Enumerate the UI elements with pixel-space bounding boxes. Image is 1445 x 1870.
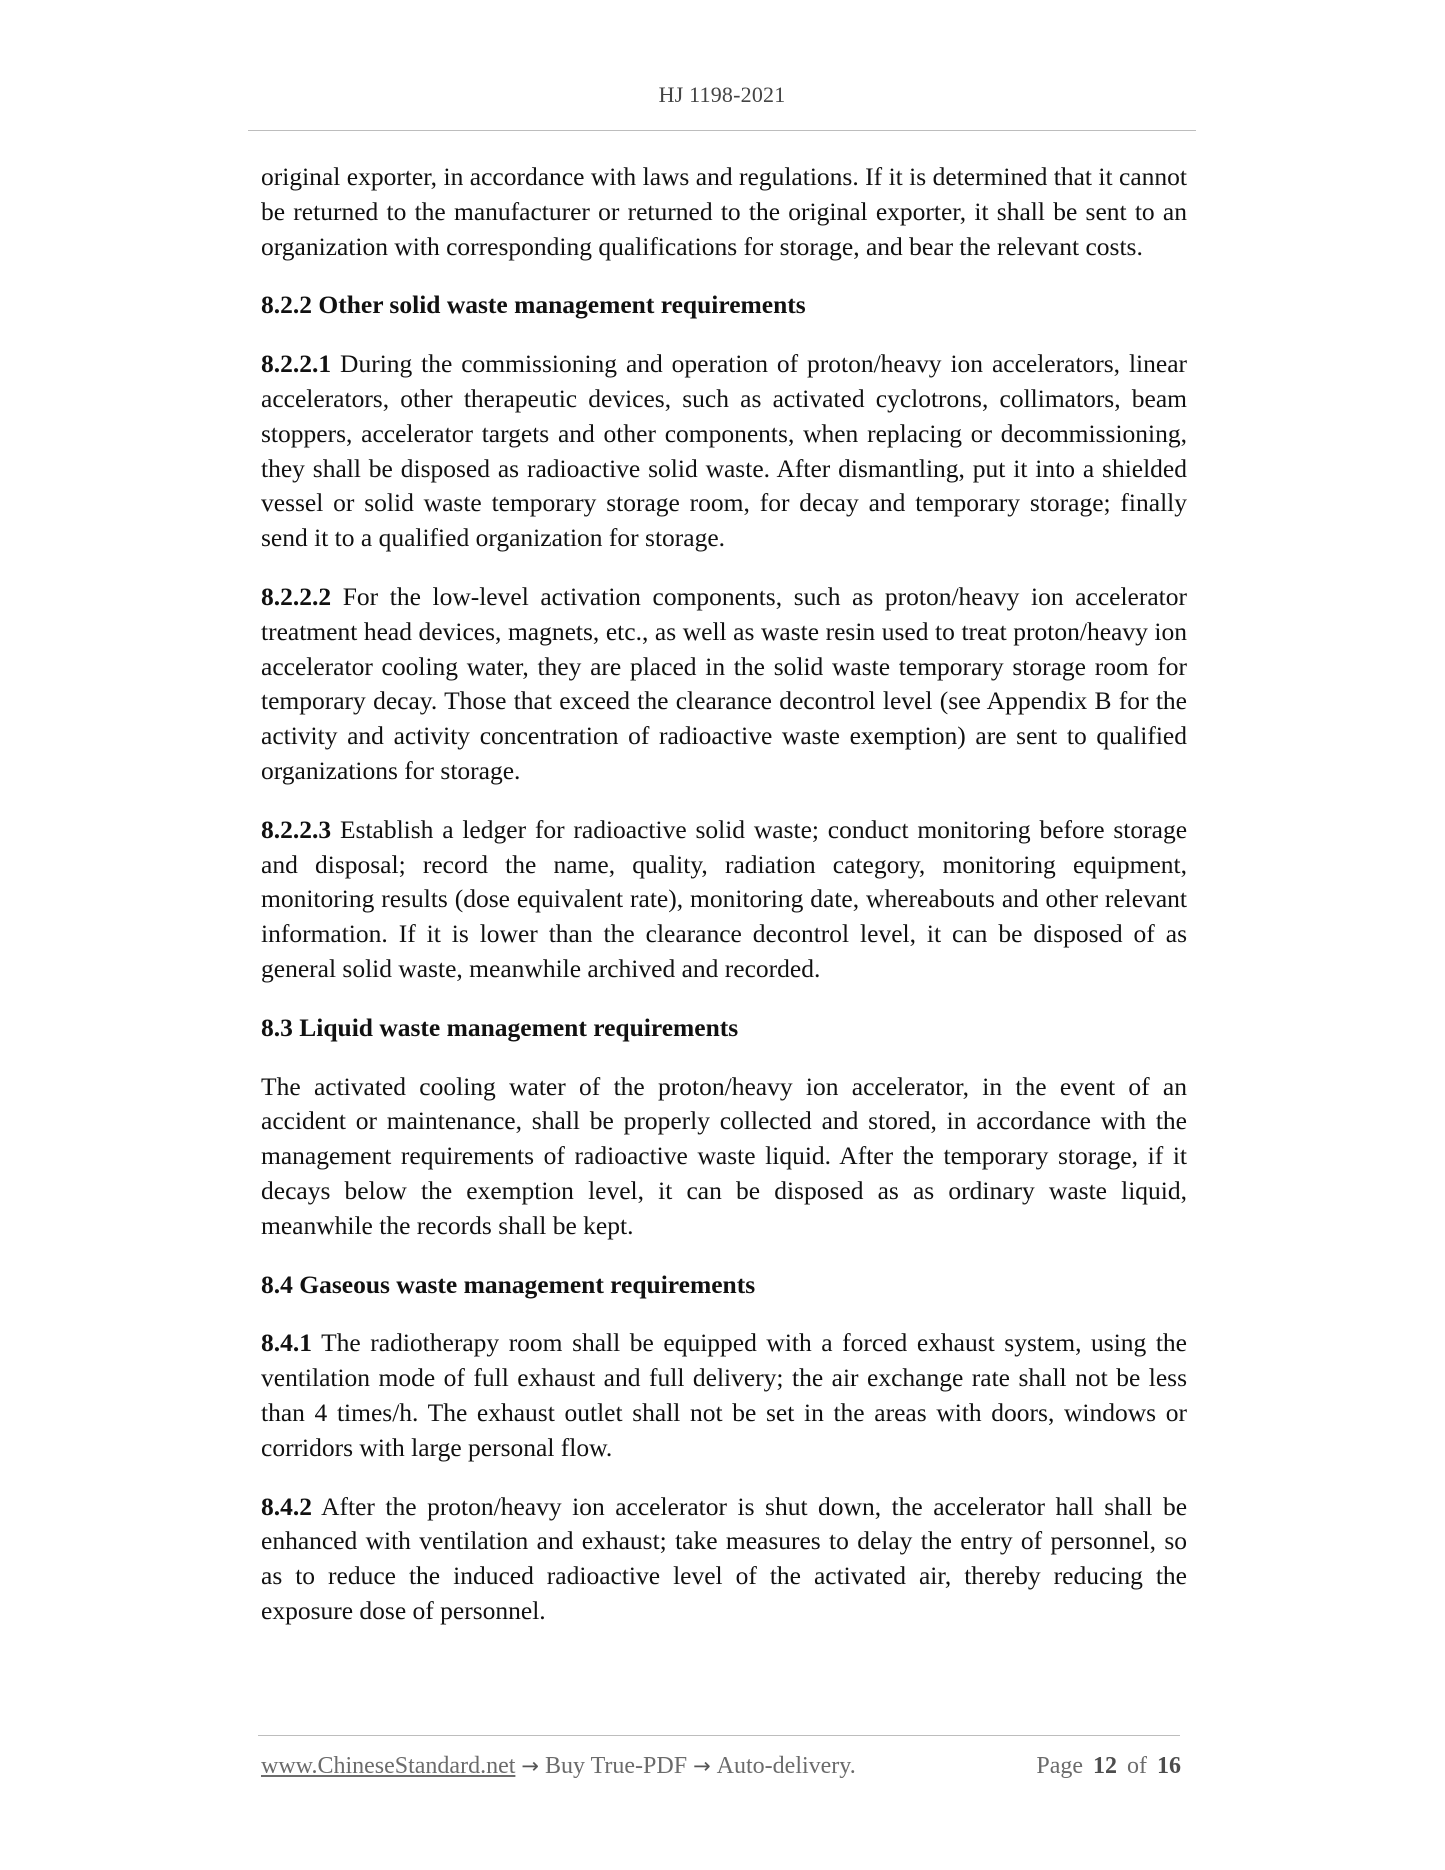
paragraph-8-4-2 — [261, 1490, 1187, 1629]
paragraph-8-2-2-2 — [261, 580, 1187, 789]
clause-text: For the low-level activation components, such as proton/heavy ion accelerator treatment head devices, magnets, etc., as well as waste resin used to treat proton/heavy ion accelerator cooling water, they are placed in the solid waste temporary storage room for temporary decay. Those that exceed the clearance decontrol level (see Appendix B for the activity and activity concentration of radioactive waste exemption) are sent to qualified organizations for storage. — [261, 581, 1187, 785]
paragraph-8-2-2-3 — [261, 813, 1187, 987]
footer-divider — [258, 1735, 1180, 1736]
page-footer — [261, 1753, 1181, 1787]
page-header — [248, 82, 1196, 108]
document-id: HJ 1198-2021 — [658, 82, 786, 107]
header-divider — [248, 130, 1196, 131]
of-label: of — [1127, 1753, 1147, 1779]
section-heading-8-2-2: 8.2.2 Other solid waste management requirements — [261, 290, 806, 320]
website-link[interactable]: www.ChineseStandard.net — [261, 1753, 516, 1779]
clause-text: The radiotherapy room shall be equipped with a forced exhaust system, using the ventilation mode of full exhaust and full delivery; the air exchange rate shall not be less than 4 times/h. The exhaust outlet shall not be set in the areas with doors, windows or corridors with large personal flow. — [261, 1328, 1187, 1462]
clause-number: 8.2.2.3 — [261, 814, 332, 844]
document-body — [261, 160, 1187, 1653]
current-page-number: 12 — [1093, 1753, 1117, 1779]
paragraph-8-3: The activated cooling water of the proton/heavy ion accelerator, in the event of an accident or maintenance, shall be properly collected and stored, in accordance with the management requirements of radioactive waste liquid. After the temporary storage, if it decays below the exemption level, it can be disposed as as ordinary waste liquid, meanwhile the records shall be kept. — [261, 1071, 1187, 1240]
auto-delivery-text: Auto-delivery. — [716, 1753, 856, 1779]
footer-promo — [261, 1753, 856, 1780]
clause-text: Establish a ledger for radioactive solid waste; conduct monitoring before storage and disposal; record the name, quality, radiation category, monitoring equipment, monitoring results (dose equivalent rate), monitoring date, whereabouts and other relevant information. If it is lower than the clearance decontrol level, it can be disposed of as general solid waste, meanwhile archived and recorded. — [261, 814, 1188, 983]
right-arrow-icon: → — [521, 1754, 539, 1778]
clause-number: 8.2.2.2 — [261, 581, 332, 611]
section-heading-8-3: 8.3 Liquid waste management requirements — [261, 1012, 739, 1042]
paragraph-8-2-2-1 — [261, 347, 1187, 556]
clause-number: 8.2.2.1 — [261, 349, 332, 379]
clause-number: 8.4.2 — [261, 1491, 312, 1521]
section-heading-8-4: 8.4 Gaseous waste management requirements — [261, 1269, 756, 1299]
page-counter — [1036, 1753, 1181, 1780]
buy-pdf-text: Buy True-PDF — [545, 1753, 688, 1779]
right-arrow-icon: → — [693, 1754, 711, 1778]
page-label: Page — [1036, 1753, 1083, 1779]
clause-text: After the proton/heavy ion accelerator is shut down, the accelerator hall shall be enhanced with ventilation and exhaust; take measures to delay the entry of personnel, so as to reduce the induced radioactive level of the activated air, thereby reducing the exposure dose of personnel. — [261, 1491, 1188, 1625]
paragraph-continuation: original exporter, in accordance with laws and regulations. If it is determined that it cannot be returned to the manufacturer or returned to the original exporter, it shall be sent to an organization with corresponding qualifications for storage, and bear the relevant costs. — [261, 162, 1187, 261]
clause-number: 8.4.1 — [261, 1328, 312, 1358]
total-page-number: 16 — [1157, 1753, 1181, 1779]
paragraph-8-4-1 — [261, 1326, 1187, 1465]
clause-text: During the commissioning and operation of proton/heavy ion accelerators, linear accelerators, other therapeutic devices, such as activated cyclotrons, collimators, beam stoppers, accelerator targets and other components, when replacing or decommissioning, they shall be disposed as radioactive solid waste. After dismantling, put it into a shielded vessel or solid waste temporary storage room, for decay and temporary storage; finally send it to a qualified organization for storage. — [261, 349, 1187, 553]
